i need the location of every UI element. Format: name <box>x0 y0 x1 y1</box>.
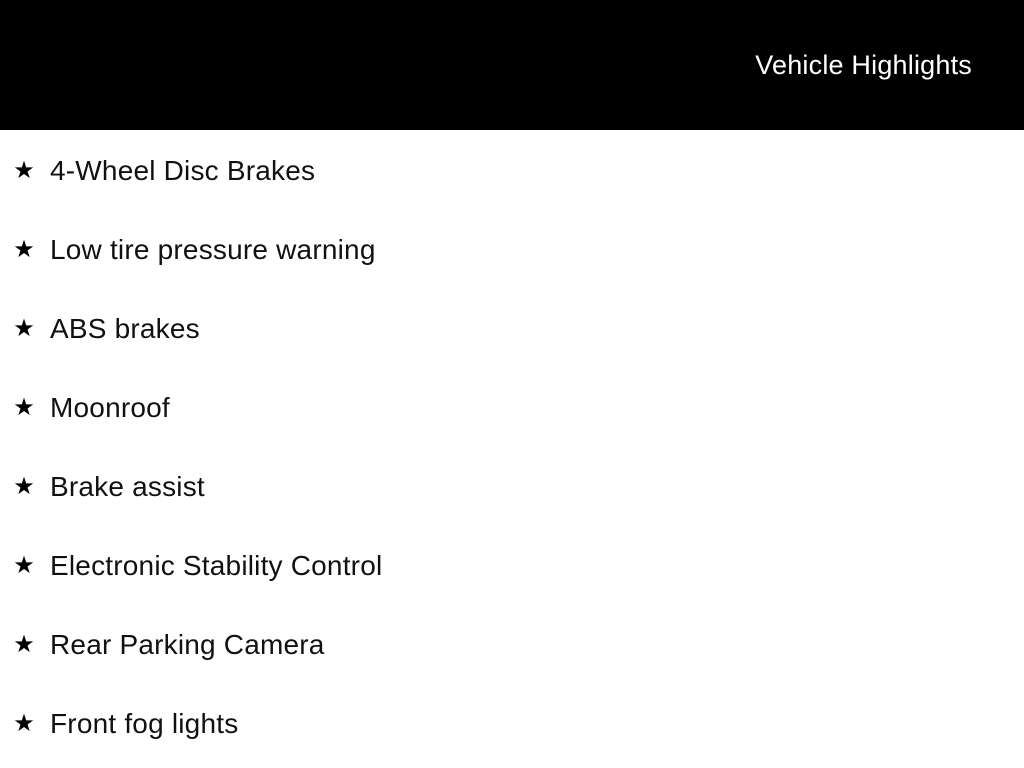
header-bar <box>0 0 1024 130</box>
page-title: Vehicle Highlights <box>755 49 972 80</box>
star-icon: ★ <box>13 630 35 658</box>
star-icon: ★ <box>13 709 35 737</box>
list-item-label: Low tire pressure warning <box>50 233 376 265</box>
list-item <box>12 368 1024 447</box>
list-item-label: Rear Parking Camera <box>50 628 325 660</box>
star-icon: ★ <box>13 551 35 579</box>
list-item <box>12 605 1024 684</box>
star-icon: ★ <box>13 393 35 421</box>
star-icon: ★ <box>13 235 35 263</box>
star-icon: ★ <box>13 314 35 342</box>
list-item-label: 4-Wheel Disc Brakes <box>50 154 316 186</box>
list-item-label: Moonroof <box>50 391 170 423</box>
list-item-label: Electronic Stability Control <box>50 549 383 581</box>
list-item-label: Front fog lights <box>50 707 239 739</box>
list-item <box>12 447 1024 526</box>
list-item-label: ABS brakes <box>50 312 200 344</box>
list-item <box>12 131 1024 210</box>
star-icon: ★ <box>13 472 35 500</box>
star-icon: ★ <box>13 156 35 184</box>
list-item <box>12 526 1024 605</box>
highlights-list <box>0 130 1024 763</box>
list-item <box>12 289 1024 368</box>
list-item-label: Brake assist <box>50 470 205 502</box>
list-item <box>12 210 1024 289</box>
list-item <box>12 684 1024 763</box>
